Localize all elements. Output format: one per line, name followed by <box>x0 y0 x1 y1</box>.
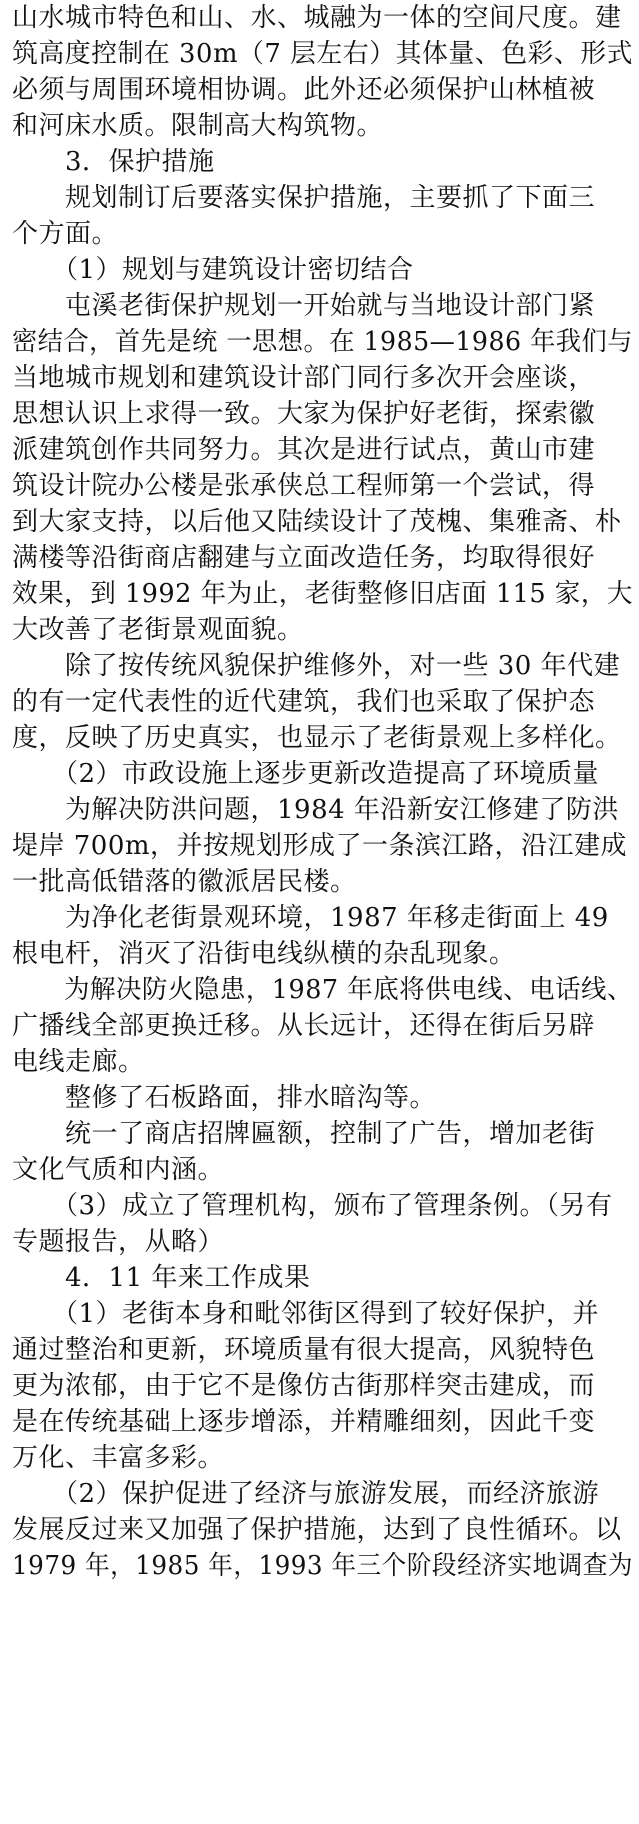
text-line: （1）老街本身和毗邻街区得到了较好保护，并 <box>12 1299 600 1329</box>
text-line: （3）成立了管理机构，颁布了管理条例。（另有 <box>12 1191 613 1221</box>
text-line: 更为浓郁，由于它不是像仿古街那样突击建成，而 <box>12 1371 596 1401</box>
text-line: 度，反映了历史真实，也显示了老街景观上多样化。 <box>12 723 622 753</box>
text-line: 当地城市规划和建筑设计部门同行多次开会座谈， <box>12 363 596 393</box>
text-line: 根电杆，消灭了沿街电线纵横的杂乱现象。 <box>12 939 516 969</box>
text-line: 整修了石板路面，排水暗沟等。 <box>12 1083 437 1113</box>
text-line: 必须与周围环境相协调。此外还必须保护山林植被 <box>12 75 596 105</box>
text-line: 一批高低错落的徽派居民楼。 <box>12 867 357 897</box>
text-line: 的有一定代表性的近代建筑，我们也采取了保护态 <box>12 687 596 717</box>
text-line: 效果，到 1992 年为止，老街整修旧店面 115 家，大 <box>12 579 633 609</box>
text-line: 是在传统基础上逐步增添，并精雕细刻，因此千变 <box>12 1407 596 1437</box>
text-line: 堤岸 700m，并按规划形成了一条滨江路，沿江建成 <box>12 831 628 861</box>
text-line: 除了按传统风貌保护维修外，对一些 30 年代建 <box>12 651 621 681</box>
text-line: 文化气质和内涵。 <box>12 1155 225 1185</box>
text-line: 为解决防洪问题，1984 年沿新安江修建了防洪 <box>12 795 619 825</box>
text-line: 通过整治和更新，环境质量有很大提高，风貌特色 <box>12 1335 596 1365</box>
text-line: 为解决防火隐患，1987 年底将供电线、电话线、 <box>12 975 633 1005</box>
text-line: 规划制订后要落实保护措施，主要抓了下面三 <box>12 183 596 213</box>
text-line: 大改善了老街景观面貌。 <box>12 615 304 645</box>
text-line: 发展反过来又加强了保护措施，达到了良性循环。以 <box>12 1515 622 1545</box>
text-line: 筑设计院办公楼是张承侠总工程师第一个尝试，得 <box>12 471 596 501</box>
text-line: 4．11 年来工作成果 <box>12 1263 311 1293</box>
text-line: 和河床水质。限制高大构筑物。 <box>12 111 384 141</box>
text-line: 3．保护措施 <box>12 147 215 177</box>
text-line: （2）保护促进了经济与旅游发展，而经济旅游 <box>12 1479 600 1509</box>
text-line: （2）市政设施上逐步更新改造提高了环境质量 <box>12 759 600 789</box>
text-line: 屯溪老街保护规划一开始就与当地设计部门紧 <box>12 291 596 321</box>
text-line: 广播线全部更换迁移。从长远计，还得在街后另辟 <box>12 1011 596 1041</box>
text-line: 筑高度控制在 30m（7 层左右）其体量、色彩、形式 <box>12 39 633 69</box>
text-line: （1）规划与建筑设计密切结合 <box>12 255 414 285</box>
text-line: 电线走廊。 <box>12 1047 145 1077</box>
text-line: 万化、丰富多彩。 <box>12 1443 225 1473</box>
text-line: 派建筑创作共同努力。其次是进行试点，黄山市建 <box>12 435 596 465</box>
text-line: 到大家支持，以后他又陆续设计了茂槐、集雅斋、朴 <box>12 507 622 537</box>
text-line: 为净化老街景观环境，1987 年移走街面上 49 <box>12 903 609 933</box>
text-line: 满楼等沿街商店翻建与立面改造任务，均取得很好 <box>12 543 596 573</box>
text-line: 思想认识上求得一致。大家为保护好老街，探索徽 <box>12 399 596 429</box>
text-line: 专题报告，从略） <box>12 1227 225 1257</box>
text-line: 密结合，首先是统 一思想。在 1985—1986 年我们与 <box>12 327 633 357</box>
text-line: 山水城市特色和山、水、城融为一体的空间尺度。建 <box>12 3 622 33</box>
text-line: 个方面。 <box>12 219 119 249</box>
text-line: 统一了商店招牌匾额，控制了广告，增加老街 <box>12 1119 596 1149</box>
text-line: 1979 年，1985 年，1993 年三个阶段经济实地调查为 <box>12 1551 633 1581</box>
